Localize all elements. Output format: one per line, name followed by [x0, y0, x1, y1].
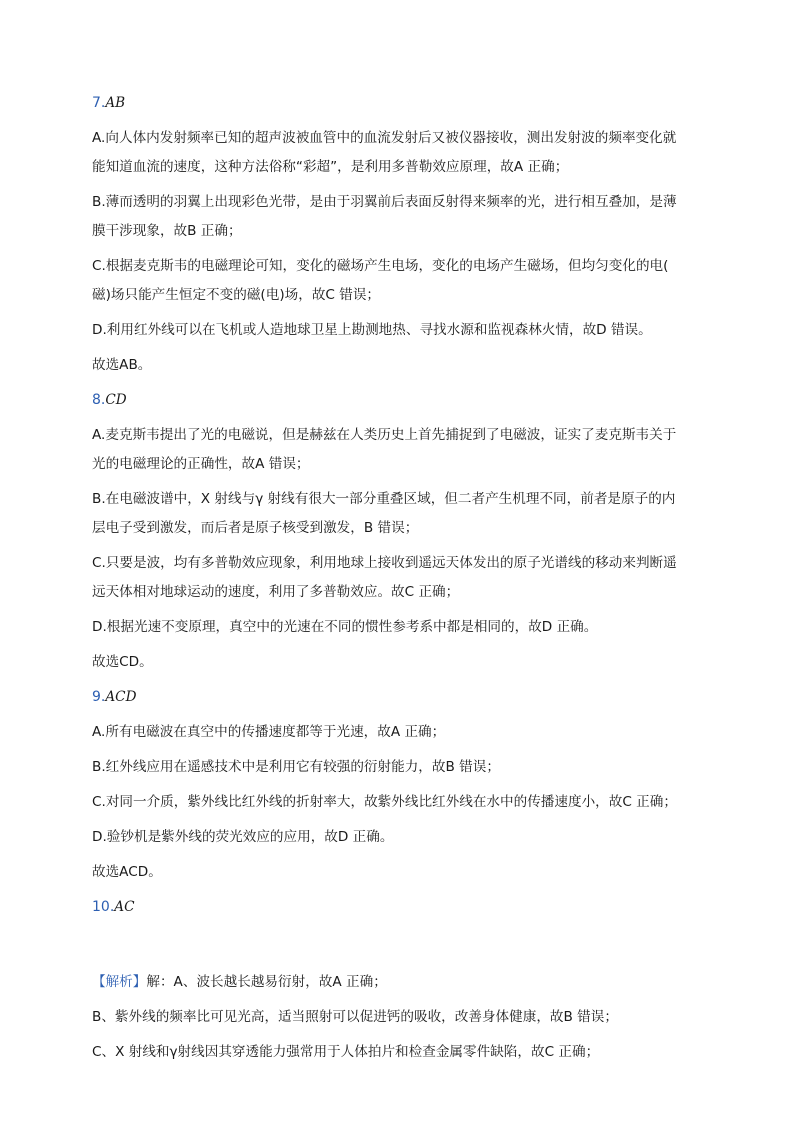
question-number: 7.	[92, 95, 106, 111]
explanation-line: 远天体相对地球运动的速度，利用了多普勒效应。故C 正确；	[92, 584, 460, 600]
explanation-line: A.所有电磁波在真空中的传播速度都等于光速，故A 正确；	[92, 724, 446, 740]
answer-heading-8	[92, 390, 710, 410]
answer-content	[92, 93, 710, 1077]
analysis-line	[92, 972, 710, 992]
explanation-line: C.对同一介质，紫外线比红外线的折射率大，故紫外线比红外线在水中的传播速度小，故C 正确；	[92, 794, 677, 810]
answer-key: ACD	[105, 689, 137, 705]
spacer	[92, 932, 710, 972]
question-number: 10.	[92, 899, 115, 915]
answer-key: AC	[114, 899, 135, 915]
explanation-line: 层电子受到激发，而后者是原子核受到激发，B 错误；	[92, 520, 419, 536]
question-number: 8.	[92, 392, 106, 408]
explanation-line: 磁)场只能产生恒定不变的磁(电)场，故C 错误；	[92, 287, 381, 303]
explanation-line: 光的电磁理论的正确性，故A 错误；	[92, 456, 310, 472]
explanation-line: A.向人体内发射频率已知的超声波被血管中的血流发射后又被仪器接收，测出发射波的频率变化就	[92, 130, 677, 146]
question-number: 9.	[92, 689, 106, 705]
explanation-line: D.验钞机是紫外线的荧光效应的应用，故D 正确。	[92, 829, 394, 845]
answer-heading-9	[92, 687, 710, 707]
explanation-line: 能知道血流的速度，这种方法俗称“彩超”，是利用多普勒效应原理，故A 正确；	[92, 159, 569, 175]
explanation-line: B.在电磁波谱中，X 射线与γ 射线有很大一部分重叠区域，但二者产生机理不同，前者是原子的内	[92, 491, 676, 507]
answer-key: AB	[105, 95, 126, 111]
explanation-line: A.麦克斯韦提出了光的电磁说，但是赫兹在人类历史上首先捕捉到了电磁波，证实了麦克斯韦关于	[92, 427, 677, 443]
answer-heading-10	[92, 897, 710, 917]
explanation-line: B.红外线应用在遥感技术中是利用它有较强的衍射能力，故B 错误；	[92, 759, 500, 775]
answer-key: CD	[105, 392, 127, 408]
answer-heading-7	[92, 93, 710, 113]
conclusion-line: 故选CD。	[92, 654, 153, 670]
analysis-text: 解：A、波长越长越易衍射，故A 正确；	[146, 974, 387, 990]
explanation-line: D.根据光速不变原理，真空中的光速在不同的惯性参考系中都是相同的，故D 正确。	[92, 619, 598, 635]
analysis-tag: 【解析】	[92, 974, 147, 990]
explanation-line: 膜干涉现象，故B 正确；	[92, 223, 242, 239]
explanation-line: B.薄而透明的羽翼上出现彩色光带，是由于羽翼前后表面反射得来频率的光，进行相互叠加，是薄	[92, 194, 677, 210]
explanation-line: C.只要是波，均有多普勒效应现象，利用地球上接收到遥远天体发出的原子光谱线的移动来判断遥	[92, 555, 677, 571]
explanation-line: C.根据麦克斯韦的电磁理论可知，变化的磁场产生电场，变化的电场产生磁场，但均匀变化的电(	[92, 258, 669, 274]
explanation-line: D.利用红外线可以在飞机或人造地球卫星上勘测地热、寻找水源和监视森林火情，故D 错误。	[92, 322, 652, 338]
explanation-line: C、X 射线和γ射线因其穿透能力强常用于人体拍片和检查金属零件缺陷，故C 正确；	[92, 1044, 600, 1060]
explanation-line: B、紫外线的频率比可见光高，适当照射可以促进钙的吸收，改善身体健康，故B 错误；	[92, 1009, 618, 1025]
conclusion-line: 故选AB。	[92, 357, 152, 373]
conclusion-line: 故选ACD。	[92, 864, 162, 880]
